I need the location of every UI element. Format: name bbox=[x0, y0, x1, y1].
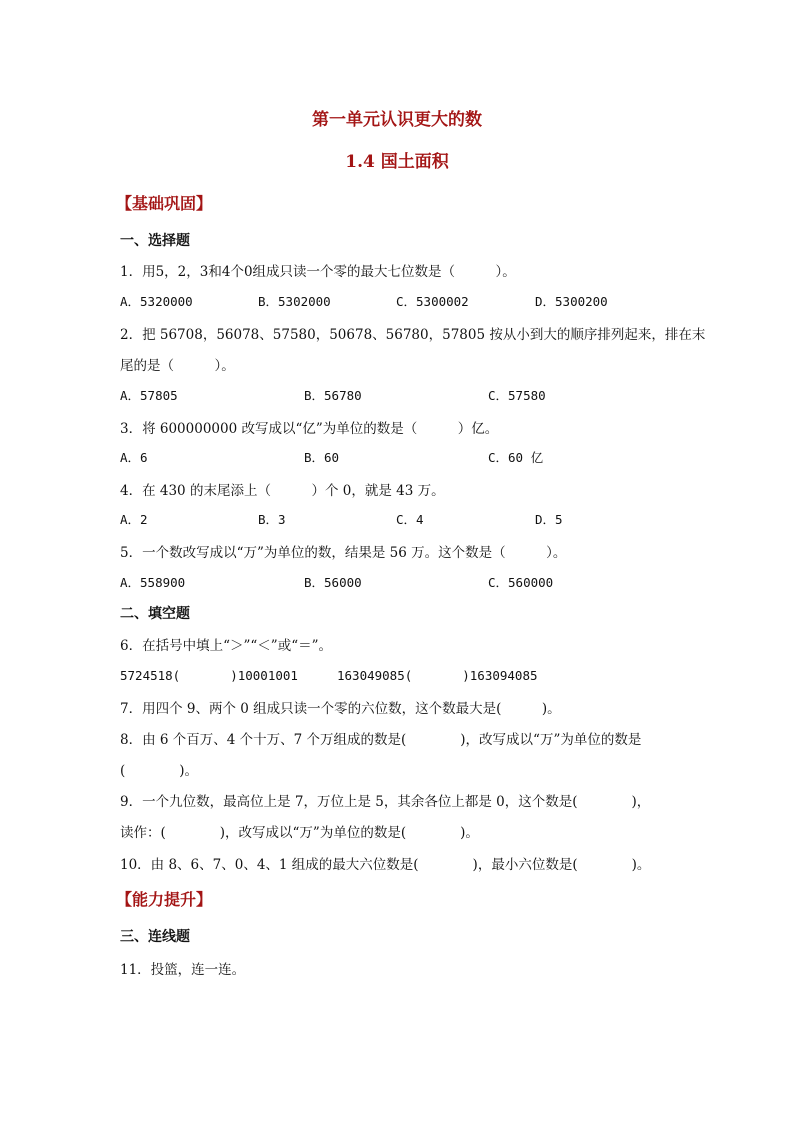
q6-comparison-b: 163049085( )163094085 bbox=[337, 668, 538, 683]
q4-option-b: B．3 bbox=[258, 512, 286, 527]
q5-option-b: B．56000 bbox=[304, 575, 362, 590]
q3-option-b: B．60 bbox=[304, 450, 340, 465]
question-7: 7．用四个 9、两个 0 组成只读一个零的六位数，这个数最大是( )。 bbox=[120, 701, 561, 717]
q2-option-c: C．57580 bbox=[488, 388, 546, 403]
lesson-title: 1.4 国土面积 bbox=[345, 152, 449, 172]
question-2-line-2: 尾的是（ ）。 bbox=[120, 358, 235, 374]
q1-option-a: A．5320000 bbox=[120, 294, 193, 309]
q3-option-c: C．60 亿 bbox=[488, 450, 544, 465]
question-6: 6．在括号中填上“＞”“＜”或“＝”。 bbox=[120, 638, 332, 654]
question-5: 5．一个数改写成以“万”为单位的数，结果是 56 万。这个数是（ ）。 bbox=[120, 545, 567, 561]
section-heading-choice: 一、选择题 bbox=[120, 233, 190, 249]
basic-section-label: 【基础巩固】 bbox=[116, 194, 213, 213]
q5-option-a: A．558900 bbox=[120, 575, 186, 590]
q6-comparison-a: 5724518( )10001001 bbox=[120, 668, 298, 683]
q2-option-b: B．56780 bbox=[304, 388, 362, 403]
q1-option-b: B．5302000 bbox=[258, 294, 331, 309]
question-9-line-1: 9．一个九位数，最高位上是 7，万位上是 5，其余各位上都是 0，这个数是( )， bbox=[120, 794, 651, 810]
q1-option-c: C．5300002 bbox=[396, 294, 469, 309]
unit-title: 第一单元认识更大的数 bbox=[312, 110, 482, 130]
q4-option-d: D．5 bbox=[535, 512, 563, 527]
question-8-line-2: ( )。 bbox=[120, 763, 199, 779]
q1-option-d: D．5300200 bbox=[535, 294, 608, 309]
advanced-section-label: 【能力提升】 bbox=[116, 890, 213, 909]
question-11: 11．投篮，连一连。 bbox=[120, 962, 246, 978]
q2-option-a: A．57805 bbox=[120, 388, 178, 403]
q3-option-a: A．6 bbox=[120, 450, 148, 465]
question-2-line-1: 2．把 56708，56078、57580，50678、56780，57805 按从小到大的顺序排列起来，排在末 bbox=[120, 327, 706, 343]
question-1: 1．用5，2，3和4个0组成只读一个零的最大七位数是（ ）。 bbox=[120, 264, 516, 280]
question-3: 3．将 600000000 改写成以“亿”为单位的数是（ ）亿。 bbox=[120, 421, 499, 437]
question-4: 4．在 430 的末尾添上（ ）个 0，就是 43 万。 bbox=[120, 483, 445, 499]
q5-option-c: C．560000 bbox=[488, 575, 554, 590]
q4-option-c: C．4 bbox=[396, 512, 424, 527]
question-9-line-2: 读作：( )，改写成以“万”为单位的数是( )。 bbox=[120, 825, 479, 841]
section-heading-fill-in: 二、填空题 bbox=[120, 606, 190, 622]
section-heading-matching: 三、连线题 bbox=[120, 929, 190, 945]
question-8-line-1: 8．由 6 个百万、4 个十万、7 个万组成的数是( )，改写成以“万”为单位的数是 bbox=[120, 732, 642, 748]
question-10: 10．由 8、6、7、0、4、1 组成的最大六位数是( )，最小六位数是( )。 bbox=[120, 857, 651, 873]
q4-option-a: A．2 bbox=[120, 512, 148, 527]
